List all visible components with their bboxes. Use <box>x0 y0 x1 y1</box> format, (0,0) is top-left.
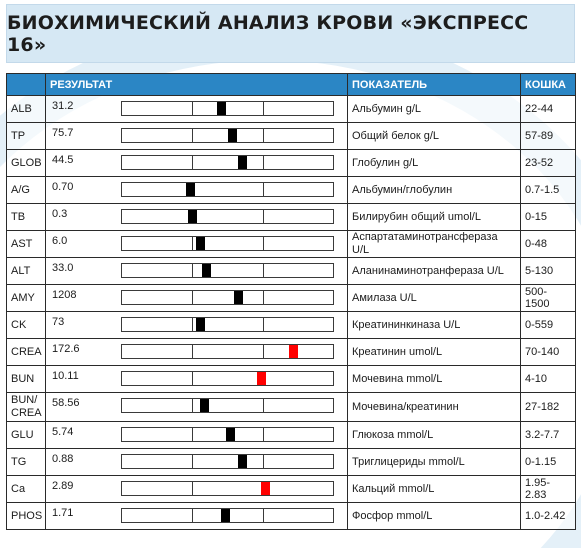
result-value: 33.0 <box>52 262 74 274</box>
result-level-marker <box>217 102 226 115</box>
indicator-name: Кальций mmol/L <box>348 476 521 503</box>
result-scale-bar <box>121 155 334 170</box>
header-code <box>7 74 46 96</box>
indicator-name: Фосфор mmol/L <box>348 503 521 530</box>
result-value: 2.89 <box>52 480 74 492</box>
scale-divider-high <box>263 102 264 115</box>
result-scale-bar <box>121 101 334 116</box>
result-value: 6.0 <box>52 235 68 247</box>
reference-range: 0-48 <box>521 231 576 258</box>
result-value: 58.56 <box>52 397 80 409</box>
indicator-name: Амилаза U/L <box>348 285 521 312</box>
analyte-code: Ca <box>7 476 46 503</box>
table-row <box>7 285 576 312</box>
reference-range: 22-44 <box>521 96 576 123</box>
result-cell <box>46 476 348 503</box>
results-table <box>6 73 576 530</box>
reference-range: 0-559 <box>521 312 576 339</box>
result-scale-bar <box>121 508 334 523</box>
indicator-name: Альбумин g/L <box>348 96 521 123</box>
indicator-name: Креатининкиназа U/L <box>348 312 521 339</box>
result-scale-bar <box>121 209 334 224</box>
result-value: 1208 <box>52 289 77 301</box>
result-scale-bar <box>121 182 334 197</box>
scale-divider-high <box>263 291 264 304</box>
analyte-code: CREA <box>7 339 46 366</box>
analyte-code: PHOS <box>7 503 46 530</box>
indicator-name: Креатинин umol/L <box>348 339 521 366</box>
analyte-code: BUN <box>7 366 46 393</box>
scale-divider-high <box>263 264 264 277</box>
table-row <box>7 393 576 422</box>
scale-divider-high <box>263 318 264 331</box>
analyte-code: ALB <box>7 96 46 123</box>
result-level-marker <box>228 129 237 142</box>
result-cell <box>46 393 348 422</box>
table-row <box>7 177 576 204</box>
result-cell <box>46 150 348 177</box>
reference-range: 4-10 <box>521 366 576 393</box>
page-title: БИОХИМИЧЕСКИЙ АНАЛИЗ КРОВИ «ЭКСПРЕСС 16» <box>7 11 529 56</box>
result-value: 10.11 <box>52 370 79 382</box>
reference-range: 1.0-2.42 <box>521 503 576 530</box>
result-level-marker <box>289 345 298 358</box>
scale-divider-high <box>263 509 264 522</box>
result-level-marker <box>221 509 230 522</box>
scale-divider-low <box>192 318 193 331</box>
scale-divider-high <box>263 399 264 412</box>
table-header-row <box>7 74 576 96</box>
analyte-code: TP <box>7 123 46 150</box>
header-result: РЕЗУЛЬТАТ <box>46 74 348 96</box>
result-cell <box>46 96 348 123</box>
result-scale-bar <box>121 317 334 332</box>
scale-divider-high <box>263 345 264 358</box>
result-level-marker <box>257 372 266 385</box>
table-row <box>7 422 576 449</box>
table-row <box>7 312 576 339</box>
result-value: 0.70 <box>52 181 74 193</box>
scale-divider-low <box>192 264 193 277</box>
analyte-code: TG <box>7 449 46 476</box>
table-row <box>7 503 576 530</box>
reference-range: 3.2-7.7 <box>521 422 576 449</box>
table-body <box>7 96 576 530</box>
scale-divider-high <box>263 428 264 441</box>
result-value: 0.3 <box>52 208 68 220</box>
scale-divider-high <box>263 210 264 223</box>
scale-divider-high <box>263 183 264 196</box>
indicator-name: Триглицериды mmol/L <box>348 449 521 476</box>
scale-divider-low <box>192 372 193 385</box>
header-norm: КОШКА <box>521 74 576 96</box>
reference-range: 70-140 <box>521 339 576 366</box>
analyte-code: ALT <box>7 258 46 285</box>
result-cell <box>46 258 348 285</box>
scale-divider-low <box>192 482 193 495</box>
result-level-marker <box>238 156 247 169</box>
result-level-marker <box>238 455 247 468</box>
title-banner <box>6 4 575 63</box>
result-cell <box>46 449 348 476</box>
analyte-code: AMY <box>7 285 46 312</box>
scale-divider-low <box>192 509 193 522</box>
reference-range: 1.95-2.83 <box>521 476 576 503</box>
result-cell <box>46 123 348 150</box>
scale-divider-low <box>192 399 193 412</box>
result-cell <box>46 177 348 204</box>
reference-range: 500-1500 <box>521 285 576 312</box>
reference-range: 27-182 <box>521 393 576 422</box>
indicator-name: Глобулин g/L <box>348 150 521 177</box>
result-scale-bar <box>121 371 334 386</box>
result-cell <box>46 366 348 393</box>
result-scale-bar <box>121 236 334 251</box>
table-row <box>7 449 576 476</box>
scale-divider-high <box>263 129 264 142</box>
result-cell <box>46 339 348 366</box>
result-level-marker <box>188 210 197 223</box>
result-value: 75.7 <box>52 127 74 139</box>
table-row <box>7 231 576 258</box>
scale-divider-high <box>263 455 264 468</box>
scale-divider-low <box>192 156 193 169</box>
result-level-marker <box>202 264 211 277</box>
scale-divider-low <box>192 428 193 441</box>
result-level-marker <box>226 428 235 441</box>
analyte-code: BUN/ CREA <box>7 393 46 422</box>
result-value: 73 <box>52 316 65 328</box>
indicator-name: Аланинаминотранфераза U/L <box>348 258 521 285</box>
table-row <box>7 204 576 231</box>
result-scale-bar <box>121 263 334 278</box>
table-row <box>7 339 576 366</box>
scale-divider-low <box>192 291 193 304</box>
result-cell <box>46 285 348 312</box>
scale-divider-low <box>192 129 193 142</box>
reference-range: 57-89 <box>521 123 576 150</box>
result-scale-bar <box>121 128 334 143</box>
result-scale-bar <box>121 481 334 496</box>
scale-divider-high <box>263 237 264 250</box>
result-scale-bar <box>121 454 334 469</box>
scale-divider-low <box>192 455 193 468</box>
table-row <box>7 123 576 150</box>
reference-range: 0.7-1.5 <box>521 177 576 204</box>
header-indicator: ПОКАЗАТЕЛЬ <box>348 74 521 96</box>
table-row <box>7 476 576 503</box>
reference-range: 0-1.15 <box>521 449 576 476</box>
table-row <box>7 366 576 393</box>
result-cell <box>46 204 348 231</box>
scale-divider-low <box>192 102 193 115</box>
analyte-code: TB <box>7 204 46 231</box>
analyte-code: GLU <box>7 422 46 449</box>
result-scale-bar <box>121 427 334 442</box>
result-cell <box>46 312 348 339</box>
indicator-name: Билирубин общий umol/L <box>348 204 521 231</box>
result-cell <box>46 503 348 530</box>
result-value: 0.88 <box>52 453 74 465</box>
analyte-code: GLOB <box>7 150 46 177</box>
result-value: 5.74 <box>52 426 74 438</box>
table-row <box>7 96 576 123</box>
result-level-marker <box>234 291 243 304</box>
reference-range: 5-130 <box>521 258 576 285</box>
result-value: 1.71 <box>52 507 74 519</box>
reference-range: 0-15 <box>521 204 576 231</box>
indicator-name: Глюкоза mmol/L <box>348 422 521 449</box>
indicator-name: Общий белок g/L <box>348 123 521 150</box>
indicator-name: Аспартатаминотрансфераза U/L <box>348 231 521 258</box>
result-level-marker <box>196 318 205 331</box>
scale-divider-low <box>192 345 193 358</box>
indicator-name: Мочевина/креатинин <box>348 393 521 422</box>
result-scale-bar <box>121 398 334 413</box>
scale-divider-low <box>192 237 193 250</box>
reference-range: 23-52 <box>521 150 576 177</box>
result-scale-bar <box>121 344 334 359</box>
table-row <box>7 258 576 285</box>
result-cell <box>46 422 348 449</box>
result-value: 31.2 <box>52 100 74 112</box>
analyte-code: CK <box>7 312 46 339</box>
indicator-name: Альбумин/глобулин <box>348 177 521 204</box>
indicator-name: Мочевина mmol/L <box>348 366 521 393</box>
analyte-code: A/G <box>7 177 46 204</box>
result-value: 172.6 <box>52 343 80 355</box>
result-level-marker <box>186 183 195 196</box>
result-level-marker <box>196 237 205 250</box>
analyte-code: AST <box>7 231 46 258</box>
result-scale-bar <box>121 290 334 305</box>
result-level-marker <box>200 399 209 412</box>
result-cell <box>46 231 348 258</box>
table-row <box>7 150 576 177</box>
result-value: 44.5 <box>52 154 74 166</box>
scale-divider-high <box>263 156 264 169</box>
result-level-marker <box>261 482 270 495</box>
